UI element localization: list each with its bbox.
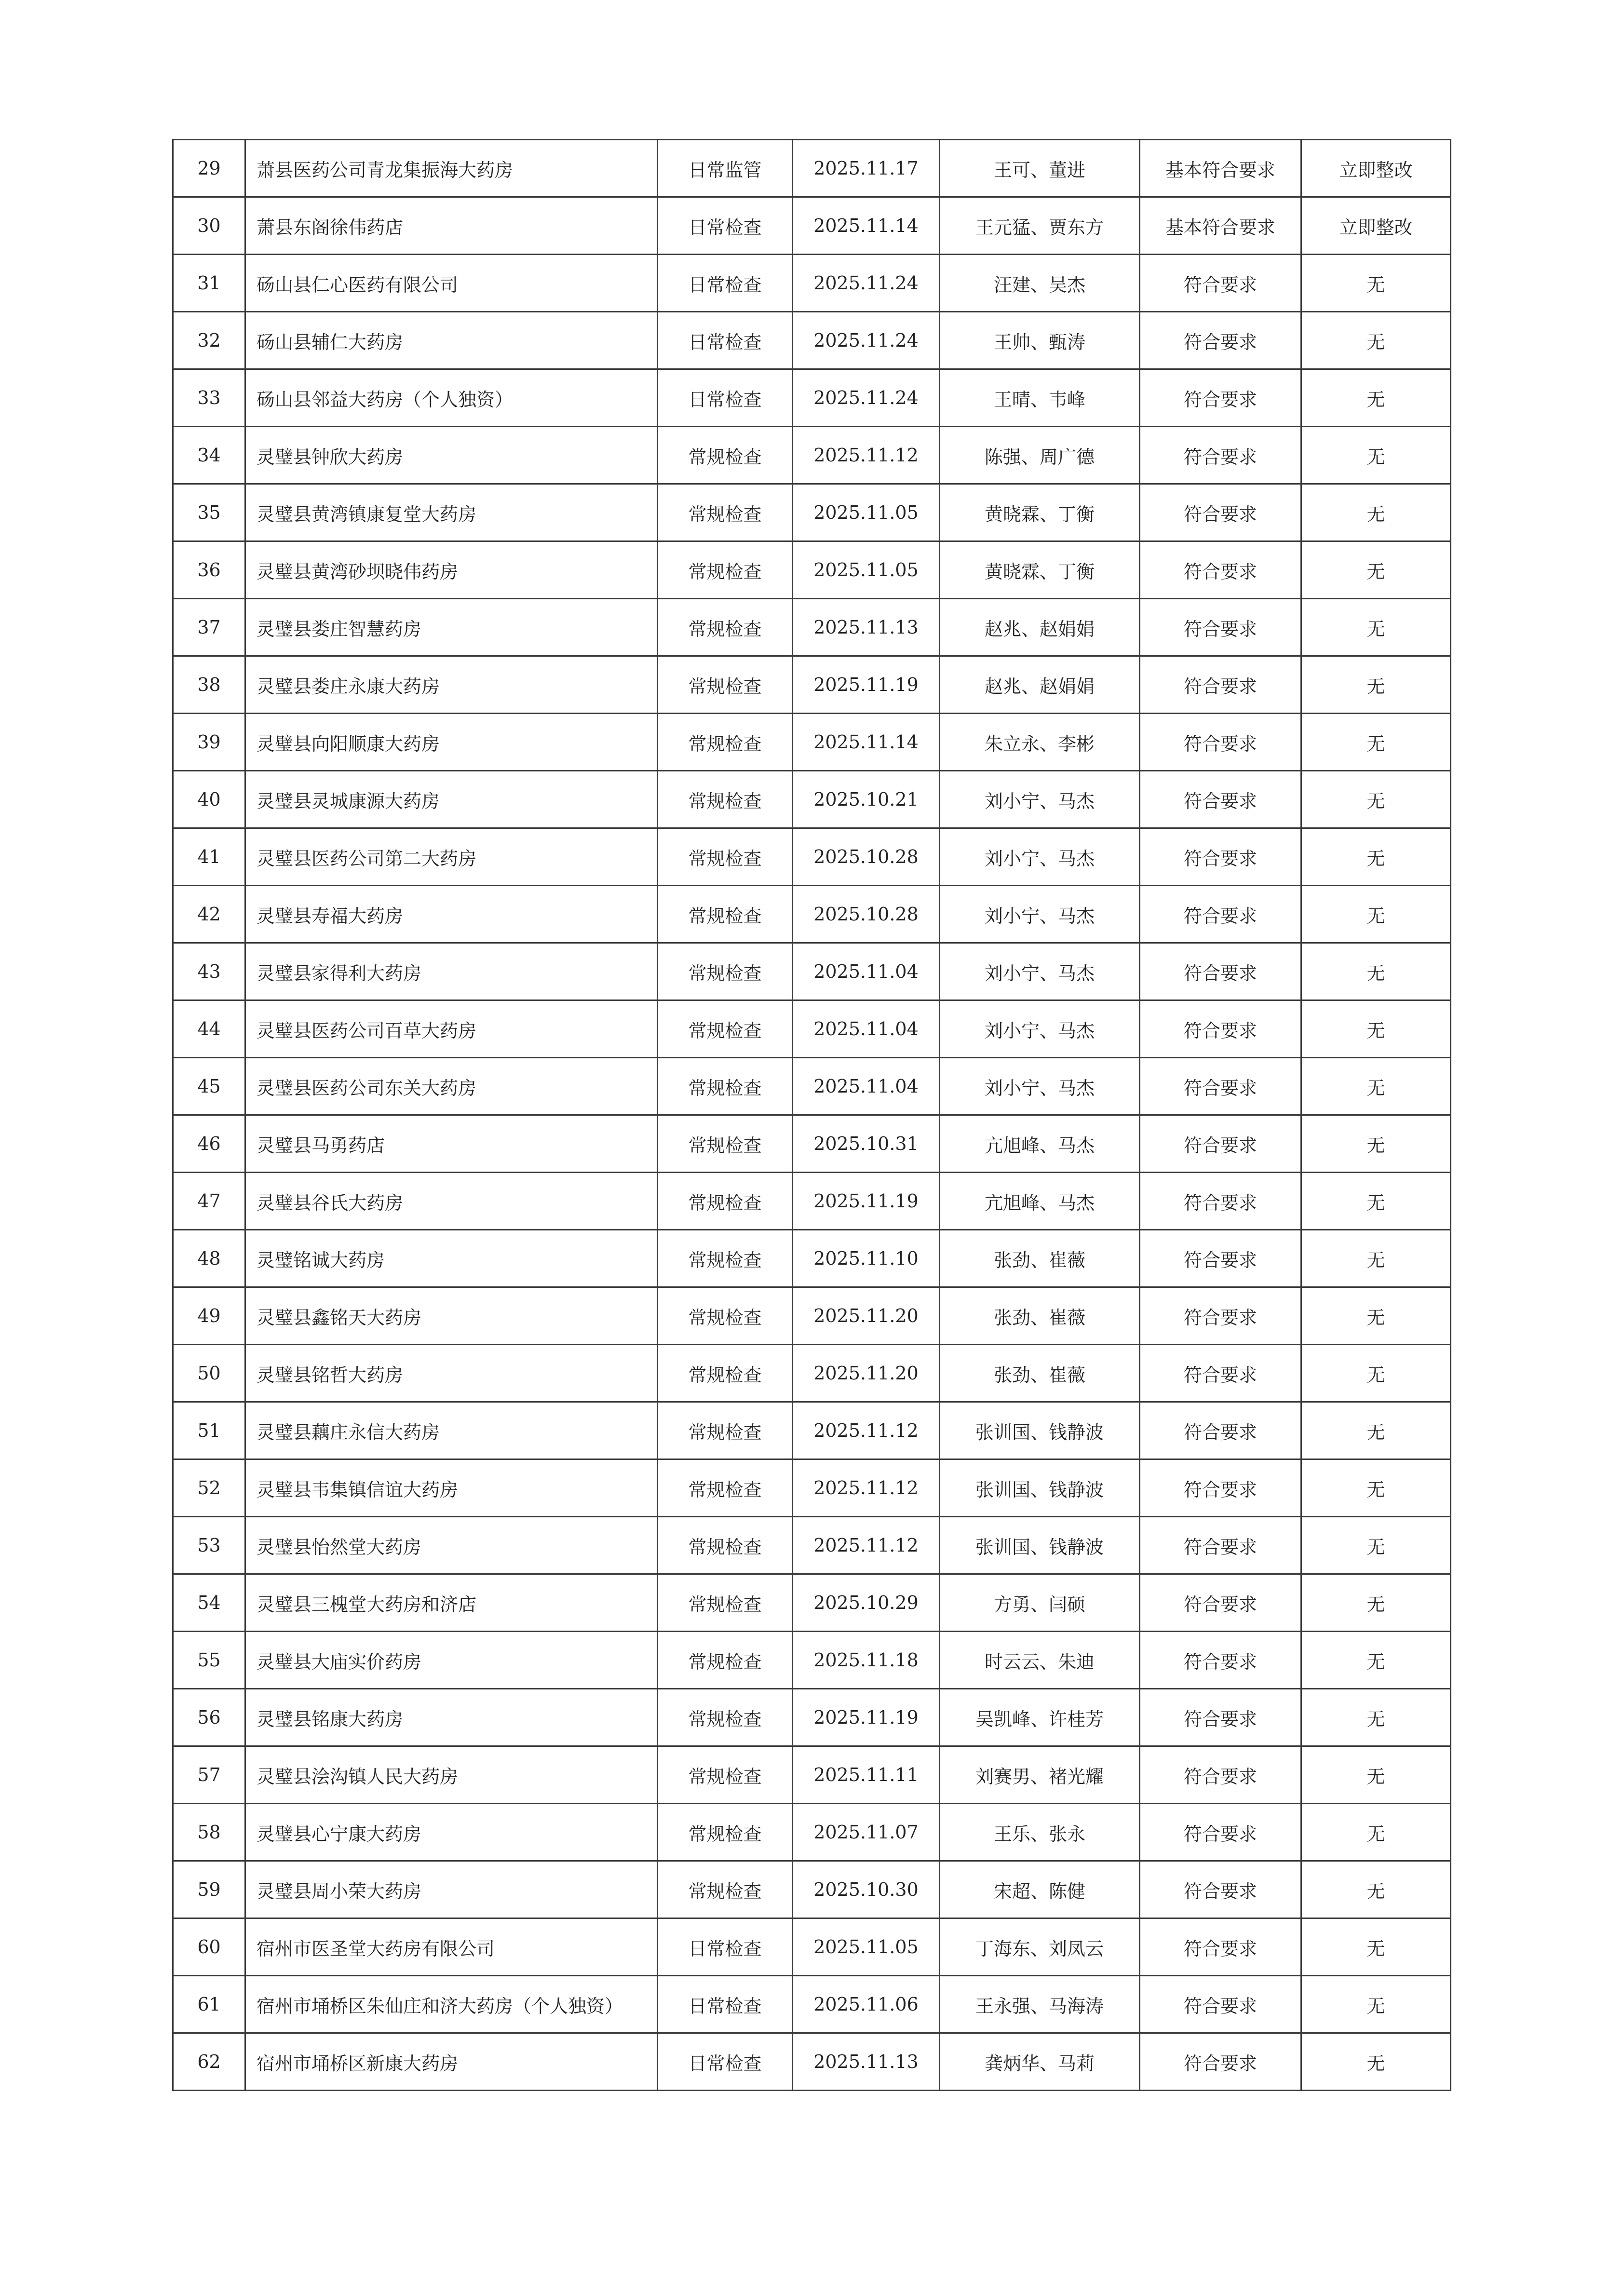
rectification-action: 无 [1301,312,1451,369]
table-row [173,656,1451,714]
pharmacy-name: 灵璧县黄湾砂坝晓伟药房 [245,541,658,599]
inspection-result: 符合要求 [1140,656,1301,714]
inspection-date: 2025.10.29 [793,1574,940,1632]
row-number: 46 [173,1115,245,1173]
table-row [173,1861,1451,1918]
table-row [173,312,1451,369]
row-number: 54 [173,1574,245,1632]
inspection-date: 2025.11.13 [793,599,940,656]
inspection-result: 符合要求 [1140,1976,1301,2033]
inspection-date: 2025.11.17 [793,140,940,197]
inspection-date: 2025.10.21 [793,771,940,828]
rectification-action: 无 [1301,1574,1451,1632]
inspectors: 时云云、朱迪 [940,1632,1140,1689]
row-number: 39 [173,714,245,771]
pharmacy-name: 砀山县邻益大药房（个人独资） [245,369,658,427]
rectification-action: 无 [1301,1173,1451,1230]
inspection-result: 符合要求 [1140,886,1301,943]
row-number: 58 [173,1804,245,1861]
inspection-type: 常规检查 [658,1058,793,1115]
row-number: 35 [173,484,245,541]
table-row [173,2033,1451,2091]
inspectors: 张劲、崔薇 [940,1230,1140,1287]
inspection-date: 2025.11.11 [793,1746,940,1804]
rectification-action: 无 [1301,1058,1451,1115]
row-number: 53 [173,1517,245,1574]
table-row [173,427,1451,484]
inspectors: 龚炳华、马莉 [940,2033,1140,2091]
rectification-action: 无 [1301,1459,1451,1517]
inspection-type: 常规检查 [658,1689,793,1746]
inspection-result: 符合要求 [1140,599,1301,656]
inspection-result: 符合要求 [1140,484,1301,541]
pharmacy-name: 灵璧县周小荣大药房 [245,1861,658,1918]
inspection-type: 日常检查 [658,2033,793,2091]
row-number: 62 [173,2033,245,2091]
inspection-result: 符合要求 [1140,1804,1301,1861]
inspection-result: 符合要求 [1140,1689,1301,1746]
inspection-result: 符合要求 [1140,1115,1301,1173]
row-number: 61 [173,1976,245,2033]
rectification-action: 无 [1301,599,1451,656]
inspection-date: 2025.11.14 [793,197,940,255]
row-number: 29 [173,140,245,197]
inspection-date: 2025.10.30 [793,1861,940,1918]
inspection-date: 2025.11.04 [793,943,940,1000]
rectification-action: 无 [1301,1746,1451,1804]
inspection-date: 2025.11.19 [793,1173,940,1230]
rectification-action: 无 [1301,1287,1451,1345]
pharmacy-name: 灵璧县谷氏大药房 [245,1173,658,1230]
row-number: 31 [173,255,245,312]
table-row [173,1918,1451,1976]
inspectors: 刘小宁、马杰 [940,1000,1140,1058]
inspectors: 刘小宁、马杰 [940,943,1140,1000]
inspectors: 亢旭峰、马杰 [940,1115,1140,1173]
inspection-type: 常规检查 [658,656,793,714]
inspection-date: 2025.11.19 [793,1689,940,1746]
inspection-result: 符合要求 [1140,1746,1301,1804]
table-row [173,1402,1451,1459]
inspection-date: 2025.10.28 [793,828,940,886]
inspectors: 刘小宁、马杰 [940,1058,1140,1115]
inspection-result: 符合要求 [1140,714,1301,771]
table-row [173,1804,1451,1861]
inspection-result: 基本符合要求 [1140,140,1301,197]
table-row [173,1058,1451,1115]
row-number: 60 [173,1918,245,1976]
inspection-result: 符合要求 [1140,771,1301,828]
row-number: 48 [173,1230,245,1287]
inspection-date: 2025.11.19 [793,656,940,714]
inspection-result: 符合要求 [1140,1173,1301,1230]
table-row [173,197,1451,255]
inspection-date: 2025.11.04 [793,1000,940,1058]
inspectors: 宋超、陈健 [940,1861,1140,1918]
pharmacy-name: 灵璧县医药公司第二大药房 [245,828,658,886]
inspection-result: 符合要求 [1140,312,1301,369]
inspection-type: 常规检查 [658,943,793,1000]
inspectors: 刘小宁、马杰 [940,771,1140,828]
inspectors: 张训国、钱静波 [940,1517,1140,1574]
inspectors: 刘小宁、马杰 [940,886,1140,943]
inspection-date: 2025.11.05 [793,1918,940,1976]
inspectors: 赵兆、赵娟娟 [940,656,1140,714]
table-row [173,771,1451,828]
inspection-date: 2025.11.18 [793,1632,940,1689]
table-row [173,1230,1451,1287]
inspection-type: 常规检查 [658,427,793,484]
rectification-action: 无 [1301,771,1451,828]
inspection-result: 符合要求 [1140,1230,1301,1287]
pharmacy-name: 宿州市医圣堂大药房有限公司 [245,1918,658,1976]
inspection-type: 常规检查 [658,828,793,886]
inspection-type: 常规检查 [658,771,793,828]
table-row [173,541,1451,599]
pharmacy-name: 灵璧县心宁康大药房 [245,1804,658,1861]
row-number: 57 [173,1746,245,1804]
row-number: 42 [173,886,245,943]
inspection-type: 常规检查 [658,1230,793,1287]
inspection-date: 2025.11.24 [793,369,940,427]
rectification-action: 无 [1301,1230,1451,1287]
inspection-date: 2025.11.07 [793,1804,940,1861]
inspectors: 王晴、韦峰 [940,369,1140,427]
row-number: 59 [173,1861,245,1918]
inspection-date: 2025.11.12 [793,1517,940,1574]
inspection-type: 日常检查 [658,197,793,255]
rectification-action: 无 [1301,427,1451,484]
pharmacy-name: 灵璧县寿福大药房 [245,886,658,943]
inspectors: 朱立永、李彬 [940,714,1140,771]
inspection-type: 常规检查 [658,484,793,541]
pharmacy-name: 灵璧县马勇药店 [245,1115,658,1173]
rectification-action: 无 [1301,1345,1451,1402]
inspection-type: 日常检查 [658,1976,793,2033]
table-row [173,1689,1451,1746]
pharmacy-name: 砀山县仁心医药有限公司 [245,255,658,312]
rectification-action: 无 [1301,1918,1451,1976]
inspection-result: 符合要求 [1140,255,1301,312]
inspection-date: 2025.10.28 [793,886,940,943]
inspection-date: 2025.10.31 [793,1115,940,1173]
rectification-action: 立即整改 [1301,197,1451,255]
inspection-result: 符合要求 [1140,1861,1301,1918]
table-row [173,828,1451,886]
pharmacy-name: 灵璧铭诚大药房 [245,1230,658,1287]
row-number: 52 [173,1459,245,1517]
pharmacy-name: 灵璧县鑫铭天大药房 [245,1287,658,1345]
inspection-date: 2025.11.24 [793,255,940,312]
row-number: 50 [173,1345,245,1402]
rectification-action: 无 [1301,1976,1451,2033]
inspectors: 汪建、吴杰 [940,255,1140,312]
table-row [173,1976,1451,2033]
rectification-action: 无 [1301,1517,1451,1574]
rectification-action: 无 [1301,2033,1451,2091]
pharmacy-name: 灵璧县黄湾镇康复堂大药房 [245,484,658,541]
inspectors: 张训国、钱静波 [940,1402,1140,1459]
inspection-type: 日常检查 [658,255,793,312]
inspectors: 黄晓霖、丁衡 [940,541,1140,599]
inspectors: 黄晓霖、丁衡 [940,484,1140,541]
inspectors: 王可、董进 [940,140,1140,197]
pharmacy-name: 砀山县辅仁大药房 [245,312,658,369]
table-row [173,1517,1451,1574]
inspection-result: 符合要求 [1140,1402,1301,1459]
table-row [173,1000,1451,1058]
inspection-result: 符合要求 [1140,1058,1301,1115]
table-row [173,1287,1451,1345]
rectification-action: 无 [1301,1000,1451,1058]
inspection-type: 常规检查 [658,1287,793,1345]
row-number: 41 [173,828,245,886]
inspectors: 陈强、周广德 [940,427,1140,484]
pharmacy-name: 灵璧县娄庄智慧药房 [245,599,658,656]
inspection-result: 符合要求 [1140,1574,1301,1632]
inspection-result: 符合要求 [1140,1918,1301,1976]
inspection-result: 符合要求 [1140,2033,1301,2091]
inspection-type: 常规检查 [658,1574,793,1632]
inspection-type: 常规检查 [658,1804,793,1861]
inspection-type: 常规检查 [658,1632,793,1689]
row-number: 47 [173,1173,245,1230]
inspection-date: 2025.11.05 [793,484,940,541]
inspection-result: 符合要求 [1140,1287,1301,1345]
rectification-action: 无 [1301,369,1451,427]
pharmacy-name: 宿州市埇桥区新康大药房 [245,2033,658,2091]
inspectors: 吴凯峰、许桂芳 [940,1689,1140,1746]
row-number: 30 [173,197,245,255]
inspectors: 王帅、甄涛 [940,312,1140,369]
row-number: 38 [173,656,245,714]
table-row [173,484,1451,541]
row-number: 49 [173,1287,245,1345]
inspection-type: 日常检查 [658,1918,793,1976]
row-number: 36 [173,541,245,599]
rectification-action: 无 [1301,541,1451,599]
pharmacy-name: 灵璧县医药公司东关大药房 [245,1058,658,1115]
table-row [173,1345,1451,1402]
rectification-action: 无 [1301,1402,1451,1459]
row-number: 51 [173,1402,245,1459]
row-number: 56 [173,1689,245,1746]
inspection-result: 符合要求 [1140,828,1301,886]
rectification-action: 无 [1301,1689,1451,1746]
inspectors: 方勇、闫硕 [940,1574,1140,1632]
rectification-action: 无 [1301,1804,1451,1861]
table-row [173,714,1451,771]
table-body [173,140,1451,2091]
inspection-result: 符合要求 [1140,1632,1301,1689]
inspection-date: 2025.11.20 [793,1287,940,1345]
rectification-action: 无 [1301,255,1451,312]
table-row [173,255,1451,312]
inspection-result: 符合要求 [1140,427,1301,484]
pharmacy-name: 灵璧县藕庄永信大药房 [245,1402,658,1459]
table-row [173,886,1451,943]
row-number: 34 [173,427,245,484]
inspection-type: 常规检查 [658,1173,793,1230]
inspection-type: 常规检查 [658,1517,793,1574]
pharmacy-name: 灵璧县韦集镇信谊大药房 [245,1459,658,1517]
inspection-type: 常规检查 [658,1345,793,1402]
inspection-result: 符合要求 [1140,369,1301,427]
rectification-action: 无 [1301,714,1451,771]
inspection-date: 2025.11.24 [793,312,940,369]
rectification-action: 无 [1301,943,1451,1000]
inspection-result: 符合要求 [1140,943,1301,1000]
inspection-type: 日常监管 [658,140,793,197]
rectification-action: 无 [1301,1632,1451,1689]
pharmacy-name: 灵璧县医药公司百草大药房 [245,1000,658,1058]
inspection-result: 符合要求 [1140,1459,1301,1517]
inspection-result: 符合要求 [1140,1345,1301,1402]
inspection-type: 常规检查 [658,1115,793,1173]
inspection-date: 2025.11.20 [793,1345,940,1402]
pharmacy-name: 灵璧县铭哲大药房 [245,1345,658,1402]
inspection-date: 2025.11.14 [793,714,940,771]
pharmacy-name: 灵璧县铭康大药房 [245,1689,658,1746]
pharmacy-name: 萧县东阁徐伟药店 [245,197,658,255]
inspection-date: 2025.11.06 [793,1976,940,2033]
pharmacy-name: 灵璧县浍沟镇人民大药房 [245,1746,658,1804]
inspection-result: 基本符合要求 [1140,197,1301,255]
inspection-date: 2025.11.12 [793,1459,940,1517]
inspection-type: 常规检查 [658,1000,793,1058]
inspection-result: 符合要求 [1140,1517,1301,1574]
row-number: 55 [173,1632,245,1689]
rectification-action: 无 [1301,1115,1451,1173]
inspection-type: 常规检查 [658,599,793,656]
table-row [173,1632,1451,1689]
inspectors: 王永强、马海涛 [940,1976,1140,2033]
inspection-type: 常规检查 [658,1402,793,1459]
pharmacy-name: 灵璧县大庙实价药房 [245,1632,658,1689]
inspection-result: 符合要求 [1140,541,1301,599]
inspection-date: 2025.11.13 [793,2033,940,2091]
rectification-action: 无 [1301,828,1451,886]
inspectors: 亢旭峰、马杰 [940,1173,1140,1230]
inspection-date: 2025.11.04 [793,1058,940,1115]
pharmacy-name: 宿州市埇桥区朱仙庄和济大药房（个人独资） [245,1976,658,2033]
inspectors: 刘小宁、马杰 [940,828,1140,886]
inspection-table [172,139,1451,2091]
pharmacy-name: 灵璧县家得利大药房 [245,943,658,1000]
inspection-date: 2025.11.12 [793,427,940,484]
pharmacy-name: 灵璧县怡然堂大药房 [245,1517,658,1574]
inspectors: 赵兆、赵娟娟 [940,599,1140,656]
rectification-action: 无 [1301,484,1451,541]
inspection-type: 常规检查 [658,1459,793,1517]
row-number: 33 [173,369,245,427]
row-number: 40 [173,771,245,828]
row-number: 37 [173,599,245,656]
inspection-type: 常规检查 [658,886,793,943]
rectification-action: 立即整改 [1301,140,1451,197]
table-row [173,140,1451,197]
inspection-date: 2025.11.05 [793,541,940,599]
row-number: 43 [173,943,245,1000]
pharmacy-name: 灵璧县向阳顺康大药房 [245,714,658,771]
pharmacy-name: 灵璧县钟欣大药房 [245,427,658,484]
table-row [173,369,1451,427]
inspectors: 王乐、张永 [940,1804,1140,1861]
table-row [173,1574,1451,1632]
table-row [173,1459,1451,1517]
table-row [173,1115,1451,1173]
inspection-result: 符合要求 [1140,1000,1301,1058]
pharmacy-name: 萧县医药公司青龙集振海大药房 [245,140,658,197]
row-number: 45 [173,1058,245,1115]
table-row [173,1173,1451,1230]
inspectors: 张劲、崔薇 [940,1287,1140,1345]
rectification-action: 无 [1301,656,1451,714]
inspection-type: 日常检查 [658,369,793,427]
table-row [173,599,1451,656]
rectification-action: 无 [1301,1861,1451,1918]
pharmacy-name: 灵璧县娄庄永康大药房 [245,656,658,714]
inspectors: 张训国、钱静波 [940,1459,1140,1517]
inspection-date: 2025.11.10 [793,1230,940,1287]
inspection-type: 常规检查 [658,541,793,599]
inspection-type: 常规检查 [658,714,793,771]
row-number: 44 [173,1000,245,1058]
rectification-action: 无 [1301,886,1451,943]
table-row [173,943,1451,1000]
inspectors: 王元猛、贾东方 [940,197,1140,255]
row-number: 32 [173,312,245,369]
inspection-type: 常规检查 [658,1861,793,1918]
inspection-date: 2025.11.12 [793,1402,940,1459]
pharmacy-name: 灵璧县灵城康源大药房 [245,771,658,828]
inspection-type: 日常检查 [658,312,793,369]
inspectors: 丁海东、刘凤云 [940,1918,1140,1976]
inspectors: 刘赛男、褚光耀 [940,1746,1140,1804]
table-row [173,1746,1451,1804]
pharmacy-name: 灵璧县三槐堂大药房和济店 [245,1574,658,1632]
inspection-type: 常规检查 [658,1746,793,1804]
inspectors: 张劲、崔薇 [940,1345,1140,1402]
